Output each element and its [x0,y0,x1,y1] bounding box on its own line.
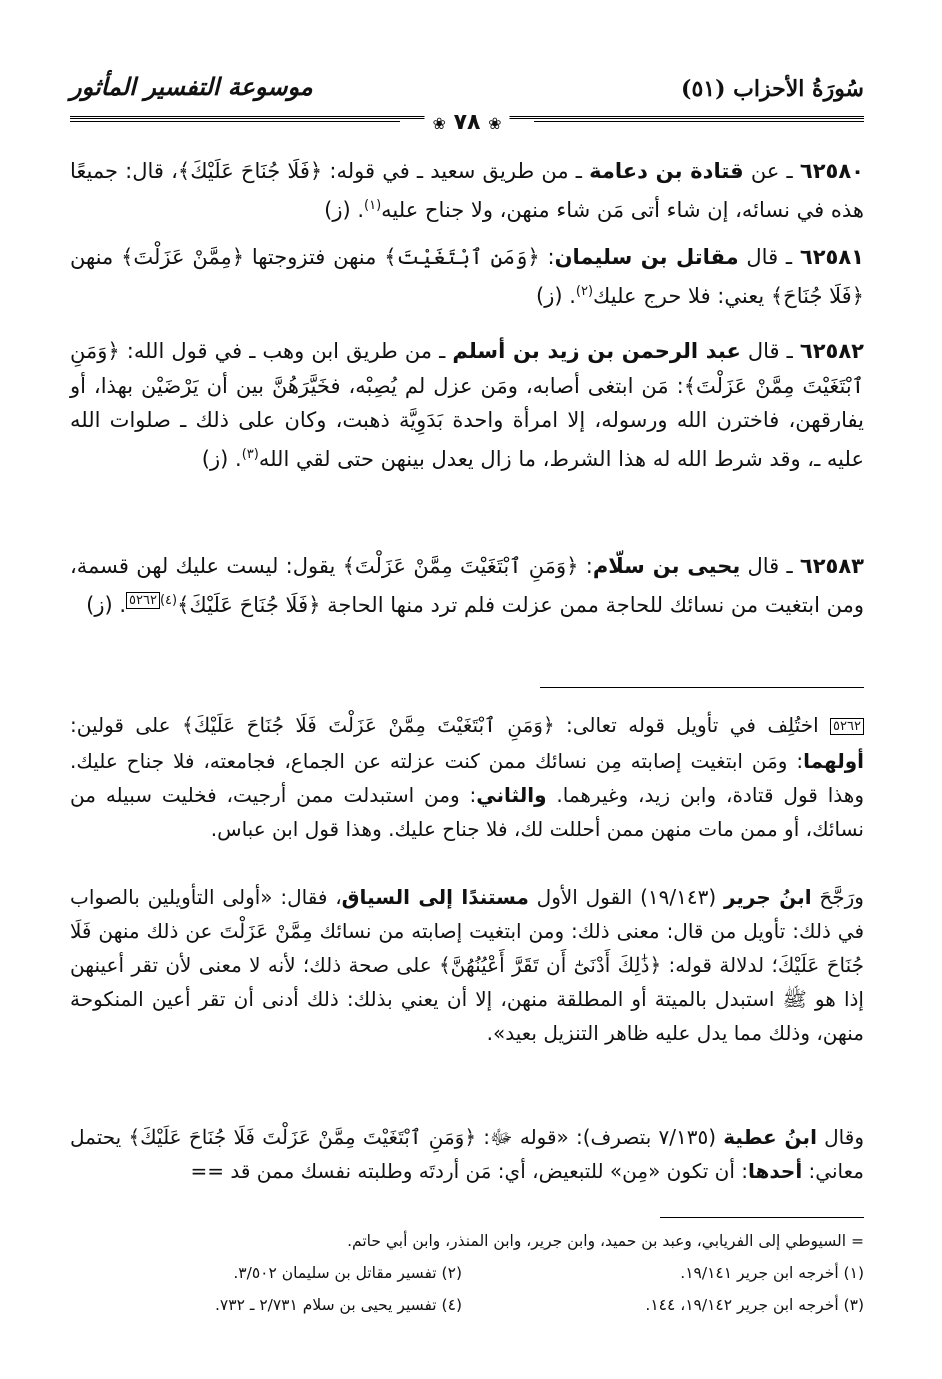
footnote-ref: (١) [364,197,382,213]
footnote-2: (٢) تفسير مقاتل بن سليمان ٣/٥٠٢. [233,1264,462,1282]
note-label: مستندًا إلى السياق [341,885,529,909]
ornament-icon: ❀ [432,114,446,133]
footnote-ref: (٢) [575,283,594,299]
source-marker: . (ز) [324,197,365,222]
note-text: اختُلِف في تأويل قوله تعالى: [554,713,831,737]
note-text: على صحة ذلك؛ لأنه لا معنى لأن تقر أعينهن إذا هو ﷺ استبدل بالميتة أو المطلقة منهن، إلا أن يعني بذلك: ذلك أدنى أن تقر أعين المنكوحة منهن، وذلك مما يدل عليه ظاهر التنزيل بعيد». [70,953,864,1045]
note-text: ، فقال: «أولى التأويلين بالصواب في ذلك: تأويل من قال: معنى ذلك: ومن ابتغيت إصابته من نسائك [70,885,865,943]
rule-left [70,121,400,122]
note-label: أولهما [803,748,864,773]
narrator-name: مقاتل بن سليمان [554,245,739,269]
entry-number: ٦٢٥٨٠ [799,159,864,183]
quran-quote: فَلَا جُنَاحَ عَلَيْكَ [70,919,864,977]
entry-number: ٦٢٥٨٢ [799,339,864,363]
entry-text: يعني: فلا حرج عليك [593,283,771,308]
quran-quote: مِمَّنْ عَزَلْتَ [219,919,313,943]
entry-text: ـ من طريق ابن وهب ـ في قول الله: [119,339,453,363]
entry-text: ـ من طريق سعيد ـ في قوله: [322,159,590,183]
entry-text: ـ قال [740,554,800,578]
rule-right [534,121,864,122]
entry-number: ٦٢٥٨٣ [799,554,864,578]
quran-quote: ﴿وَمَنِ ٱبْتَغَيْتَ مِمَّنْ عَزَلْتَ﴾ [70,339,864,398]
commentary-tabari [70,880,864,1050]
quran-quote: ﴿وَمَنِ ٱبْتَغَيْتَ مِمَّنْ عَزَلْتَ فَلَا جُنَاحَ عَلَيْكَ﴾ [128,1125,477,1149]
footnote-continuation: = السيوطي إلى الفريابي، وعبد بن حميد، وابن جرير، وابن المنذر، وابن أبي حاتم. [347,1232,864,1250]
note-text: : ومن استبدلت ممن أرجيت، فخليت سبيله من نسائك، أو ممن مات منهن ممن أحللت لك، فلا جناح عليك. وهذا قول ابن عباس. [70,782,864,841]
page-number-row [70,110,864,134]
quran-quote: ﴿فَلَا جُنَاحَ عَلَيْكَ﴾ [177,159,323,183]
note-text: وقال [816,1125,864,1149]
footnote-separator [660,1217,864,1218]
commentary-note [70,708,864,846]
footnote-4: (٤) تفسير يحيى بن سلام ٢/٧٣١ ـ ٧٣٢. [214,1296,462,1314]
footnote-3: (٣) أخرجه ابن جرير ١٩/١٤٢، ١٤٤. [645,1296,864,1314]
source-marker: . (ز) [201,446,242,471]
note-text: (٧/١٣٥ بتصرف): «قوله ﷻ: [476,1125,724,1149]
entry-text: ، قال: جميعًا هذه في نسائه، إن شاء أتى مَن شاء منهن، ولا جناح عليه [70,159,864,222]
commentary-ref-box: ٥٢٦٢ [830,718,864,735]
entry-62581 [70,240,864,313]
note-label: والثاني [476,782,547,807]
entry-text: يقول: ليست عليك لهن قسمة، ومن ابتغيت من نسائك للحاجة ممن عزلت فلم ترد منها الحاجة [70,554,864,617]
entry-62580 [70,154,864,227]
note-text: (١٩/١٤٣) القول الأول [528,885,724,909]
quran-quote: ﴿فَلَا جُنَاحَ﴾ [770,283,864,308]
book-title: موسوعة التفسير المأثور [70,72,313,101]
note-label: أحدها [748,1159,803,1183]
entry-text: منهن [70,245,122,269]
note-text: : ومَن ابتغيت إصابته مِن نسائك ممن كنت عزلته عن الجماع، فجامعته، فلا جناح عليك. وهذا قول قتادة، وابن زيد، وغيرهما. [70,748,864,807]
source-marker: . (ز) [86,592,127,617]
note-text: ورَجَّحَ [811,885,864,909]
note-text: : أن تكون «مِن» للتبعيض، أي: مَن أردتَه وطلبته نفسك ممن قد == [190,1159,748,1183]
scholar-name: ابنُ عطية [723,1125,817,1149]
quran-quote: ﴿وَمَنِ ٱبْتَغَيْتَ مِمَّنْ عَزَلْتَ فَلَا جُنَاحَ عَلَيْكَ﴾ [182,713,555,737]
page-number [424,110,509,135]
entry-text: ـ عن [743,159,800,183]
entry-text: : [539,245,555,269]
running-header [70,70,864,114]
quran-quote: ﴿مِمَّنْ عَزَلْتَ﴾ [121,245,245,269]
commentary-ref-box: ٥٢٦٢ [126,592,160,609]
separator [540,687,864,688]
quran-quote: ﴿ذَٰلِكَ أَدْنَىٰٓ أَن تَقَرَّ أَعْيُنُهُنَّ﴾ [438,953,662,977]
footnote-ref: (٣) [241,446,259,462]
quran-quote: ﴿وَمَنِ ٱبْتَغَيْتَ مِمَّنْ عَزَلْتَ﴾ [342,554,579,578]
entry-text: ـ قال [740,339,800,363]
page-number-value: ٧٨ [453,110,481,135]
entry-text: : مَن ابتغى أصابه، ومَن عزل لم يُصِبْه، فخَيَّرَهُنَّ بين أن يَرْضَيْن بهذا، أو يفارقهن، فاخترن الله ورسوله، إلا امرأة واحدة بَدَوِيَّة ذهبت، وكان على ذلك ـ صلوات الله عليه ـ، وقد شرط الله له هذا الشرط، ما زال يعدل بينهن حتى لقي الله [70,373,864,471]
note-text: ؛ لدلالة قوله: [661,953,778,977]
source-marker: . (ز) [536,283,576,308]
footnote-1: (١) أخرجه ابن جرير ١٩/١٤١. [680,1264,864,1282]
entry-text: منهن فتزوجتها [244,245,385,269]
entry-text: ـ قال [738,245,800,269]
narrator-name: يحيى بن سلّام [592,554,741,578]
ornament-icon: ❀ [488,114,502,133]
entry-text: : [578,554,593,578]
entry-62582 [70,334,864,476]
entry-62583 [70,549,864,622]
surah-title: سُورَةُ الأحزاب (٥١) [681,76,864,102]
note-text: عن ذلك منهن [91,919,220,943]
narrator-name: قتادة بن دعامة [589,159,744,183]
narrator-name: عبد الرحمن بن زيد بن أسلم [452,339,741,363]
note-text: يحتمل معاني: [70,1125,864,1183]
commentary-ibn-atiyya [70,1120,864,1188]
scholar-name: ابنُ جرير [723,885,812,909]
quran-quote: ﴿فَلَا جُنَاحَ عَلَيْكَ﴾ [177,592,321,617]
entry-number: ٦٢٥٨١ [799,245,864,269]
footnote-ref: (٤) [159,592,178,608]
note-text: على قولين: [70,713,182,737]
quran-quote: ﴿وَمَنِ ٱبْتَغَيْتَ﴾ [384,245,540,269]
